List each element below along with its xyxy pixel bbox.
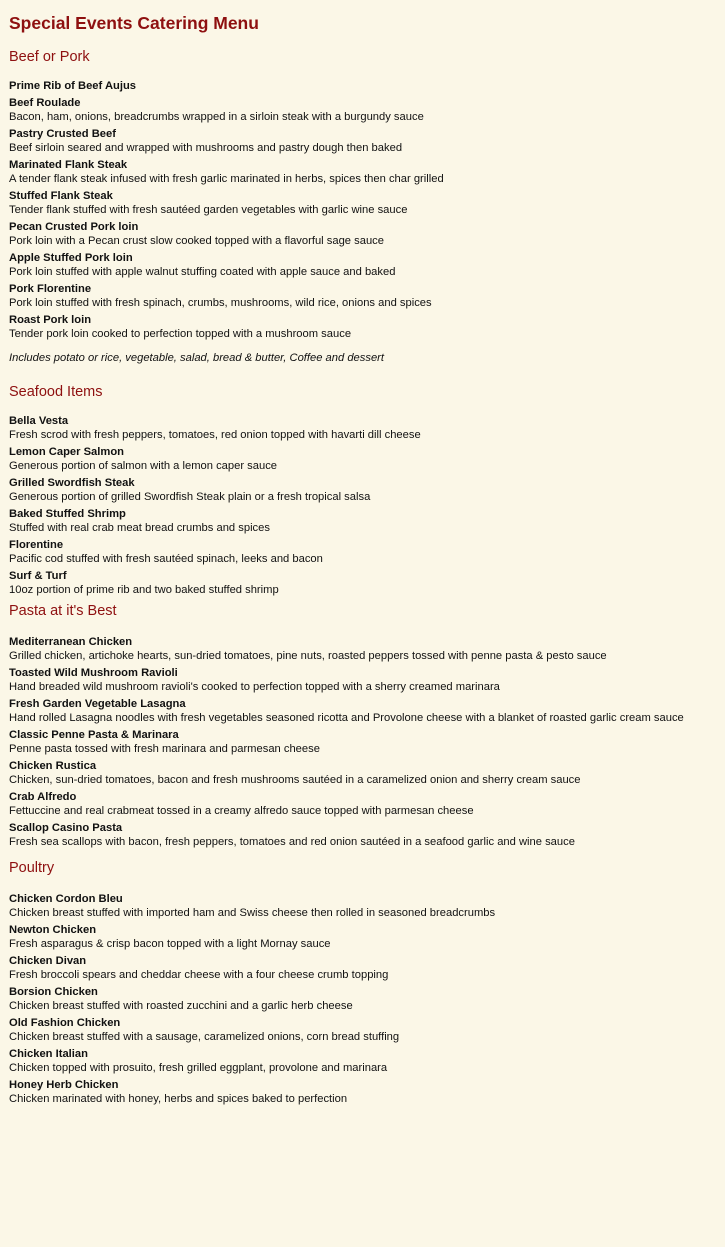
menu-item-name: Chicken Italian [9, 1048, 88, 1060]
menu-item [9, 635, 725, 663]
menu-item-name: Apple Stuffed Pork loin [9, 252, 133, 264]
menu-item-description: Pacific cod stuffed with fresh sautéed spinach, leeks and bacon [9, 553, 323, 565]
section-poultry [9, 859, 725, 1106]
menu-item [9, 251, 725, 279]
menu-item-name: Beef Roulade [9, 97, 81, 109]
menu-item [9, 728, 725, 756]
menu-item-name: Roast Pork loin [9, 314, 92, 326]
menu-item-name: Honey Herb Chicken [9, 1079, 119, 1091]
menu-item [9, 1078, 725, 1106]
menu-item-description: Beef sirloin seared and wrapped with mushrooms and pastry dough then baked [9, 142, 403, 154]
menu-item-name: Chicken Rustica [9, 760, 97, 772]
menu-item [9, 476, 725, 504]
menu-item [9, 414, 725, 442]
menu-item-description: 10oz portion of prime rib and two baked stuffed shrimp [9, 584, 279, 596]
menu-item [9, 220, 725, 248]
menu-item-name: Chicken Divan [9, 955, 87, 967]
menu-item-description: Chicken breast stuffed with imported ham and Swiss cheese then rolled in seasoned breadcrumbs [9, 907, 496, 919]
section-heading: Seafood Items [9, 384, 103, 400]
menu-item-name: Classic Penne Pasta & Marinara [9, 729, 179, 741]
menu-item-description: A tender flank steak infused with fresh garlic marinated in herbs, spices then char grilled [9, 173, 444, 185]
section-heading: Beef or Pork [9, 49, 90, 65]
menu-item-name: Pecan Crusted Pork loin [9, 221, 139, 233]
menu-item-name: Surf & Turf [9, 570, 67, 582]
menu-item [9, 1047, 725, 1075]
menu-item-name: Baked Stuffed Shrimp [9, 508, 126, 520]
menu-item [9, 985, 725, 1013]
menu-item [9, 759, 725, 787]
menu-item-name: Scallop Casino Pasta [9, 822, 123, 834]
section-heading: Poultry [9, 860, 55, 876]
menu-item-name: Toasted Wild Mushroom Ravioli [9, 667, 178, 679]
menu-item [9, 158, 725, 186]
menu-item [9, 79, 725, 93]
menu-item-description: Chicken, sun-dried tomatoes, bacon and fresh mushrooms sautéed in a caramelized onion and sherry cream sauce [9, 774, 581, 786]
includes-note: Includes potato or rice, vegetable, salad, bread & butter, Coffee and dessert [9, 352, 385, 364]
menu-item [9, 538, 725, 566]
menu-item-description: Penne pasta tossed with fresh marinara and parmesan cheese [9, 743, 320, 755]
menu-item [9, 697, 725, 725]
menu-item-description: Fresh scrod with fresh peppers, tomatoes, red onion topped with havarti dill cheese [9, 429, 421, 441]
menu-item-description: Fettuccine and real crabmeat tossed in a creamy alfredo sauce topped with parmesan cheese [9, 805, 474, 817]
menu-item-description: Generous portion of grilled Swordfish Steak plain or a fresh tropical salsa [9, 491, 371, 503]
menu-item-name: Fresh Garden Vegetable Lasagna [9, 698, 186, 710]
menu-item-description: Fresh broccoli spears and cheddar cheese with a four cheese crumb topping [9, 969, 389, 981]
section-seafood [9, 383, 725, 597]
menu-item-description: Tender pork loin cooked to perfection topped with a mushroom sauce [9, 328, 352, 340]
menu-item [9, 507, 725, 535]
page-title: Special Events Catering Menu [9, 13, 259, 33]
menu-item-name: Crab Alfredo [9, 791, 77, 803]
menu-item-description: Hand rolled Lasagna noodles with fresh vegetables seasoned ricotta and Provolone cheese with a blanket of roasted garlic cream sauce [9, 712, 684, 724]
menu-item-name: Florentine [9, 539, 64, 551]
menu-item [9, 1016, 725, 1044]
menu-item [9, 313, 725, 341]
menu-item-name: Chicken Cordon Bleu [9, 893, 123, 905]
menu-item-name: Grilled Swordfish Steak [9, 477, 135, 489]
menu-item-description: Fresh sea scallops with bacon, fresh peppers, tomatoes and red onion sautéed in a seafood garlic and wine sauce [9, 836, 575, 848]
menu-item-description: Pork loin with a Pecan crust slow cooked topped with a flavorful sage sauce [9, 235, 384, 247]
menu-item [9, 96, 725, 124]
menu-item-name: Marinated Flank Steak [9, 159, 128, 171]
menu-item [9, 666, 725, 694]
section-heading: Pasta at it's Best [9, 603, 117, 619]
menu-item [9, 954, 725, 982]
menu-item [9, 923, 725, 951]
menu-item-description: Pork loin stuffed with fresh spinach, crumbs, mushrooms, wild rice, onions and spices [9, 297, 432, 309]
menu-item [9, 569, 725, 597]
menu-item-description: Stuffed with real crab meat bread crumbs and spices [9, 522, 270, 534]
menu-item-description: Tender flank stuffed with fresh sautéed garden vegetables with garlic wine sauce [9, 204, 408, 216]
menu-item-name: Stuffed Flank Steak [9, 190, 113, 202]
section-beef-or-pork [9, 48, 725, 365]
menu-item [9, 282, 725, 310]
menu-item-name: Newton Chicken [9, 924, 97, 936]
menu-item-description: Grilled chicken, artichoke hearts, sun-dried tomatoes, pine nuts, roasted peppers tossed with penne pasta & pesto sauce [9, 650, 607, 662]
menu-sections [9, 48, 725, 1106]
section-pasta [9, 602, 725, 849]
menu-item-name: Pork Florentine [9, 283, 92, 295]
menu-item-name: Lemon Caper Salmon [9, 446, 125, 458]
menu-item-description: Chicken marinated with honey, herbs and spices baked to perfection [9, 1093, 348, 1105]
menu-item-description: Chicken topped with prosuito, fresh grilled eggplant, provolone and marinara [9, 1062, 388, 1074]
menu-item-name: Old Fashion Chicken [9, 1017, 121, 1029]
menu-item [9, 445, 725, 473]
menu-item-description: Generous portion of salmon with a lemon caper sauce [9, 460, 278, 472]
menu-item [9, 189, 725, 217]
menu-item-description: Hand breaded wild mushroom ravioli's cooked to perfection topped with a sherry creamed marinara [9, 681, 500, 693]
menu-item-description: Chicken breast stuffed with a sausage, caramelized onions, corn bread stuffing [9, 1031, 400, 1043]
menu-item-description: Bacon, ham, onions, breadcrumbs wrapped in a sirloin steak with a burgundy sauce [9, 111, 424, 123]
menu-item-name: Mediterranean Chicken [9, 636, 133, 648]
menu-item-name: Bella Vesta [9, 415, 69, 427]
menu-item-name: Borsion Chicken [9, 986, 98, 998]
menu-item [9, 892, 725, 920]
menu-item-description: Chicken breast stuffed with roasted zucchini and a garlic herb cheese [9, 1000, 353, 1012]
menu-item-name: Prime Rib of Beef Aujus [9, 80, 137, 92]
menu-item [9, 821, 725, 849]
menu-item-name: Pastry Crusted Beef [9, 128, 116, 140]
menu-item-description: Fresh asparagus & crisp bacon topped with a light Mornay sauce [9, 938, 331, 950]
menu-item [9, 790, 725, 818]
menu-item [9, 127, 725, 155]
menu-item-description: Pork loin stuffed with apple walnut stuffing coated with apple sauce and baked [9, 266, 396, 278]
